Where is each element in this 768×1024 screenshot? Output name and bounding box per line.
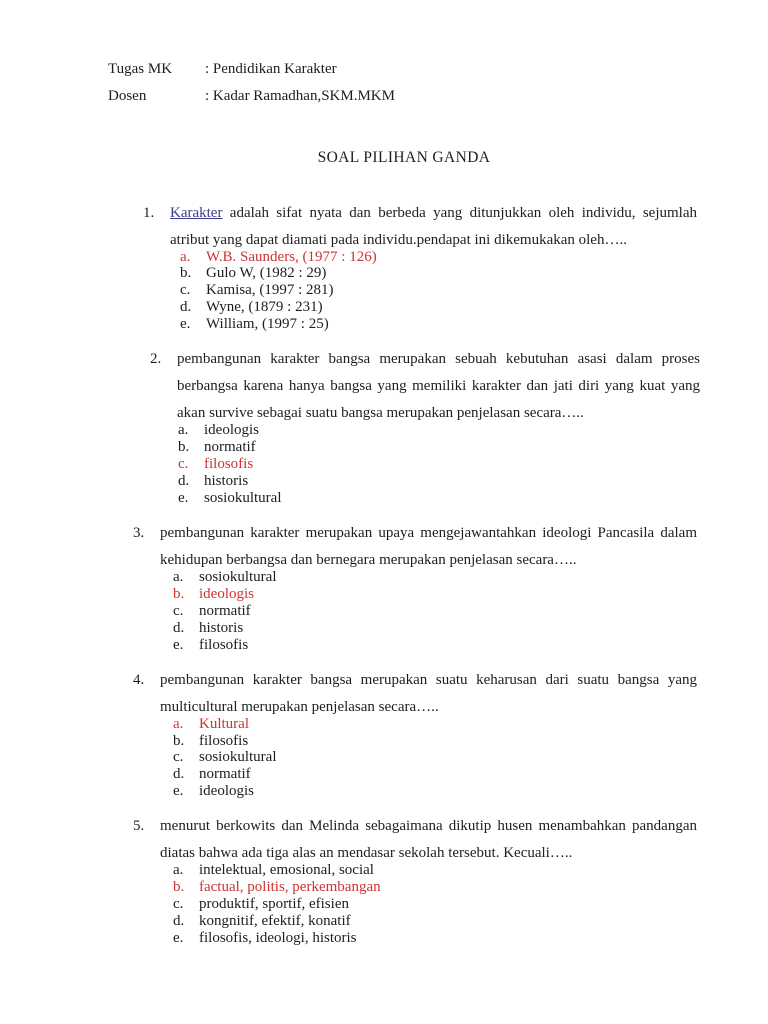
option-2c: c. filosofis bbox=[178, 456, 254, 473]
document-header bbox=[108, 62, 768, 104]
option-1b: b. Gulo W, (1982 : 29) bbox=[180, 265, 327, 282]
karakter-link[interactable]: Karakter bbox=[170, 204, 223, 221]
option-2b: b. normatif bbox=[178, 439, 256, 456]
option-4a: a. Kultural bbox=[173, 715, 249, 732]
option-3b: b. ideologis bbox=[173, 585, 254, 602]
question-5-number: 5. bbox=[133, 818, 145, 835]
option-3d: d. historis bbox=[173, 619, 244, 636]
question-4-text: pembangunan karakter bangsa merupakan suatu keharusan dari suatu bangsa yang multicultural merupakan penjelasan secara….. bbox=[160, 671, 697, 715]
question-5-options bbox=[133, 862, 697, 947]
question-list bbox=[0, 200, 768, 947]
option-2a: a. ideologis bbox=[178, 422, 259, 439]
header-row-dosen bbox=[108, 89, 768, 104]
option-2e: e. sosiokultural bbox=[178, 489, 282, 506]
option-5d: d. kongnitif, efektif, konatif bbox=[173, 913, 351, 930]
question-2-text: pembangunan karakter bangsa merupakan sebuah kebutuhan asasi dalam proses berbangsa karena hanya bangsa yang memiliki karakter dan jati diri yang kuat yang akan survive sebagai suatu bangsa merupakan penjelasan secara….. bbox=[177, 351, 700, 422]
dosen-label: Dosen bbox=[108, 88, 147, 104]
option-1e: e. William, (1997 : 25) bbox=[180, 316, 329, 333]
question-1-text bbox=[170, 200, 697, 254]
tugas-mk-value: : Pendidikan Karakter bbox=[205, 61, 337, 77]
option-4c: c. sosiokultural bbox=[173, 749, 277, 766]
option-2d: d. historis bbox=[178, 473, 249, 489]
tugas-mk-label: Tugas MK bbox=[108, 61, 173, 77]
question-4-number: 4. bbox=[133, 671, 145, 688]
question-1 bbox=[143, 200, 697, 334]
option-5a: a. intelektual, emosional, social bbox=[173, 862, 374, 879]
dosen-value: : Kadar Ramadhan,SKM.MKM bbox=[205, 88, 395, 104]
option-3c: c. normatif bbox=[173, 602, 251, 619]
question-5-text: menurut berkowits dan Melinda sebagaimana dikutip husen menambahkan pandangan diatas bahwa ada tiga alas an mendasar sekolah tersebut. Kecuali….. bbox=[160, 818, 697, 862]
page-title: SOAL PILIHAN GANDA bbox=[317, 149, 491, 166]
question-3-text: pembangunan karakter merupakan upaya mengejawantahkan ideologi Pancasila dalam kehidupan berbangsa dan bernegara merupakan penjelasan secara….. bbox=[160, 524, 697, 568]
question-2-options bbox=[150, 422, 700, 507]
option-3e: e. filosofis bbox=[173, 636, 249, 653]
question-5 bbox=[133, 813, 697, 947]
option-4b: b. filosofis bbox=[173, 732, 249, 749]
option-1c: c. Kamisa, (1997 : 281) bbox=[180, 282, 334, 299]
question-2-number: 2. bbox=[150, 351, 162, 368]
question-4 bbox=[133, 667, 697, 801]
option-5b: b. factual, politis, perkembangan bbox=[173, 879, 381, 896]
question-3 bbox=[133, 520, 697, 654]
option-1a: a. W.B. Saunders, (1977 : 126) bbox=[180, 248, 377, 265]
option-4e: e. ideologis bbox=[173, 783, 254, 800]
header-row-tugas bbox=[108, 62, 768, 77]
option-1d: d. Wyne, (1879 : 231) bbox=[180, 299, 323, 316]
question-3-options bbox=[133, 569, 697, 654]
option-5e: e. filosofis, ideologi, historis bbox=[173, 930, 357, 946]
option-5c: c. produktif, sportif, efisien bbox=[173, 896, 349, 913]
question-1-options bbox=[143, 249, 697, 334]
question-1-body: adalah sifat nyata dan berbeda yang ditunjukkan oleh individu, sejumlah atribut yang dapat diamati pada individu.pendapat ini dikemukakan oleh….. bbox=[170, 204, 697, 248]
question-3-number: 3. bbox=[133, 524, 145, 541]
question-4-options bbox=[133, 716, 697, 801]
option-4d: d. normatif bbox=[173, 766, 251, 783]
question-1-number: 1. bbox=[143, 204, 155, 221]
question-2 bbox=[150, 346, 700, 507]
option-3a: a. sosiokultural bbox=[173, 568, 277, 585]
